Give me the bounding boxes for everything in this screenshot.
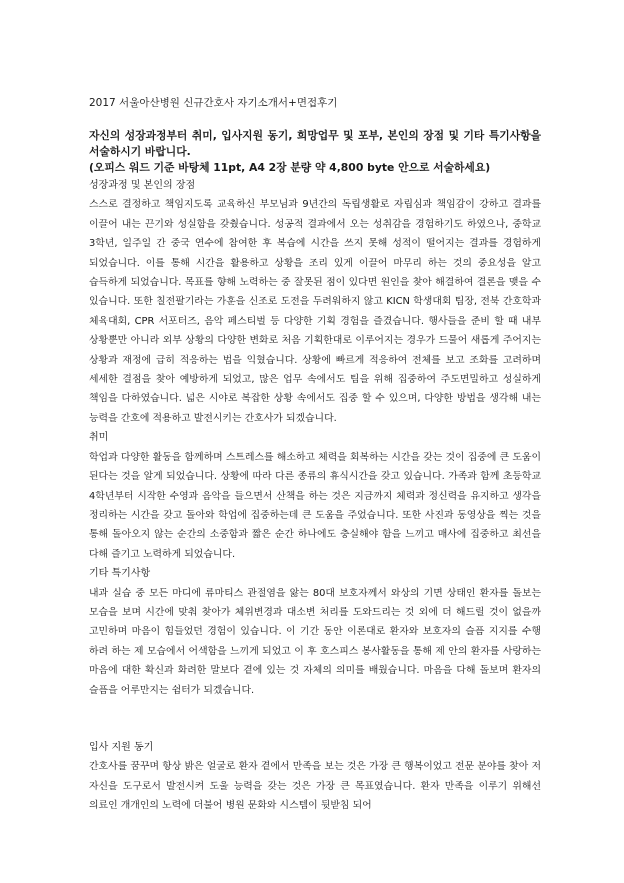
prompt-question: 자신의 성장과정부터 취미, 입사지원 동기, 희망업무 및 포부, 본인의 장점 및 기타 특기사항을 서술하시기 바랍니다. bbox=[89, 129, 541, 158]
section-heading: 입사 지원 동기 bbox=[89, 741, 154, 753]
document-page bbox=[89, 96, 541, 816]
section-body: 학업과 다양한 활동을 함께하며 스트레스를 해소하고 체력을 회복하는 시간을 갖는 것이 집중에 큰 도움이 된다는 것을 알게 되었습니다. 상황에 따라 다른 종류의 휴식시간을 갖고 있습니다. 가족과 함께 초등학교 4학년부터 시작한 수영과 음악을 들으면서 산책을 하는 것은 지금까지 체력과 정신력을 유지하고 생각을 정리하는 시간을 갖고 돌아와 학업에 집중하는데 큰 도움을 주었습니다. 또한 사진과 동영상을 찍는 것을 통해 돌아오지 않는 순간의 소중함과 짧은 순간 하나에도 충실해야 함을 느끼고 매사에 집중하고 최선을 다해 즐기고 노력하게 되었습니다. bbox=[89, 451, 541, 560]
section-spacer bbox=[89, 700, 541, 738]
section-motivation bbox=[89, 738, 541, 816]
section-body: 스스로 결정하고 책임지도록 교육하신 부모님과 9년간의 독립생활로 자립심과 책임감이 강하고 결과를 이끌어 내는 끈기와 성실함을 갖췄습니다. 성공적 결과에서 오는 성취감을 경험하기도 하였으나, 중학교 3학년, 일주일 간 중국 연수에 참여한 후 복습에 시간을 쓰지 못해 성적이 떨어지는 결과를 경험하게 되었습니다. 이를 통해 시간을 활용하고 상황을 조리 있게 이끌어 마무리 하는 것의 중요성을 알고 습득하게 되었습니다. 목표를 향해 노력하는 중 잘못된 점이 있다면 원인을 찾아 해결하여 결론을 맺을 수 있습니다. 또한 칠전팔기라는 가훈을 신조로 도전을 두려워하지 않고 KICN 학생대회 팀장, 전북 간호학과 체육대회, CPR 서포터즈, 음악 페스티벌 등 다양한 기획 경험을 즐겼습니다. 행사들을 준비 할 때 내부 상황뿐만 아니라 외부 상황의 다양한 변화로 처음 기획한대로 이루어지는 경우가 드물어 새롭게 주어지는 상황과 재정에 급히 적응하는 법을 익혔습니다. 상황에 빠르게 적응하여 전체를 보고 조화를 고려하며 세세한 결점을 찾아 예방하게 되었고, 많은 업무 속에서도 팀을 위해 집중하여 주도면밀하고 성실하게 책임을 다하였습니다. 넓은 시야로 복잡한 상황 속에서도 집중 할 수 있으며, 다양한 방법을 생각해 내는 능력을 간호에 적용하고 발전시키는 간호사가 되겠습니다. bbox=[89, 199, 541, 424]
prompt-format-note: (오피스 워드 기준 바탕체 11pt, A4 2장 분량 약 4,800 byte 안으로 서술하세요) bbox=[89, 161, 491, 174]
section-heading: 취미 bbox=[89, 432, 109, 444]
section-body: 간호사를 꿈꾸며 항상 밝은 얼굴로 환자 곁에서 만족을 보는 것은 가장 큰 행복이었고 전문 분야를 찾아 저 자신을 도구로서 발전시켜 도울 능력을 갖는 것은 가장 큰 목표였습니다. 환자 만족을 이루기 위해선 의료인 개개인의 노력에 더불어 병원 문화와 시스템이 뒷받침 되어 bbox=[89, 761, 541, 812]
section-heading: 성장과정 및 본인의 장점 bbox=[89, 180, 196, 191]
document-title: 2017 서울아산병원 신규간호사 자기소개서+면접후기 bbox=[89, 97, 338, 109]
section-growth bbox=[89, 176, 541, 428]
section-hobby bbox=[89, 428, 541, 564]
section-heading: 기타 특기사항 bbox=[89, 568, 151, 580]
section-other bbox=[89, 564, 541, 700]
section-body: 내과 실습 중 모든 마디에 류마티스 관절염을 앓는 80대 보호자께서 와상의 기면 상태인 환자를 돌보는 모습을 보며 시간에 맞춰 찾아가 체위변경과 대소변 처리를 도와드리는 것 외에 더 해드릴 것이 없을까 고민하며 마음이 힘들었던 경험이 있습니다. 이 기간 동안 이론대로 환자와 보호자의 슬픔 지지를 수행 하려 하는 제 모습에서 어색함을 느끼게 되었고 이 후 호스피스 봉사활동을 통해 제 안의 환자를 사랑하는 마음에 대한 확신과 화려한 말보다 곁에 있는 것 자체의 의미를 배웠습니다. 마음을 다해 돌보며 환자의 슬픔을 어루만지는 쉼터가 되겠습니다. bbox=[89, 587, 541, 696]
